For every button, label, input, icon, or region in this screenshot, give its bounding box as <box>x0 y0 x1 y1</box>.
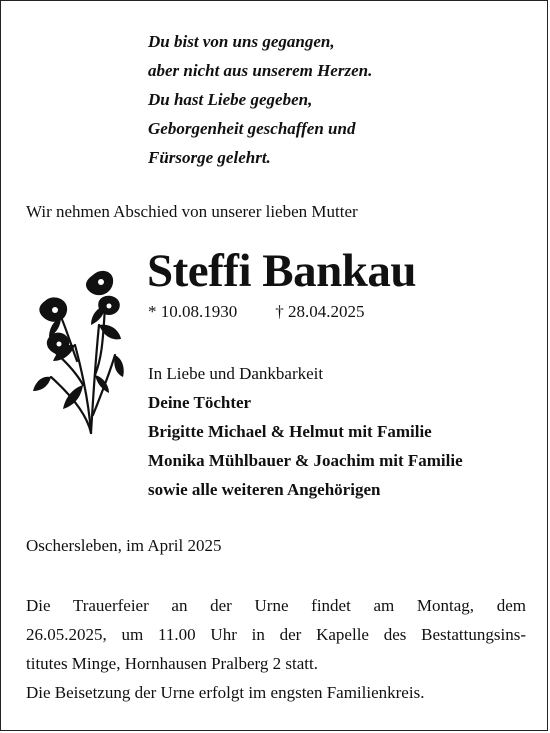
poem-line: Du hast Liebe gegeben, <box>148 90 313 109</box>
mourners-heading: In Liebe und Dankbarkeit <box>148 364 324 383</box>
deceased-name: Steffi Bankau <box>147 245 417 297</box>
memorial-poem <box>148 27 372 172</box>
mourner-line: Brigitte Michael & Helmut mit Familie <box>148 422 432 441</box>
intro-text: Wir nehmen Abschied von unserer lieben Mutter <box>26 202 358 221</box>
ceremony-line: Die Beisetzung der Urne erfolgt im engsten Familienkreis. <box>26 683 425 702</box>
ceremony-line: titutes Minge, Hornhausen Pralberg 2 statt. <box>26 654 318 673</box>
poem-line: aber nicht aus unserem Herzen. <box>148 61 373 80</box>
birth-date: * 10.08.1930 <box>148 302 238 321</box>
death-date: † 28.04.2025 <box>275 302 365 321</box>
poem-line: Geborgenheit geschaffen und <box>148 119 356 138</box>
mourner-line: Monika Mühlbauer & Joachim mit Familie <box>148 451 463 470</box>
life-dates <box>148 302 365 322</box>
poem-line: Du bist von uns gegangen, <box>148 32 335 51</box>
flower-bouquet-icon <box>31 265 127 435</box>
mourners-block <box>148 359 463 504</box>
mourner-line: sowie alle weiteren Angehörigen <box>148 480 381 499</box>
mourner-line: Deine Töchter <box>148 393 252 412</box>
poem-line: Fürsorge gelehrt. <box>148 148 271 167</box>
place-date: Oschersleben, im April 2025 <box>26 536 222 555</box>
ceremony-line: 26.05.2025, um 11.00 Uhr in der Kapelle des Bestattungsins- <box>26 625 526 644</box>
ceremony-info <box>26 591 526 707</box>
ceremony-line: Die Trauerfeier an der Urne findet am Montag, dem <box>26 596 526 615</box>
